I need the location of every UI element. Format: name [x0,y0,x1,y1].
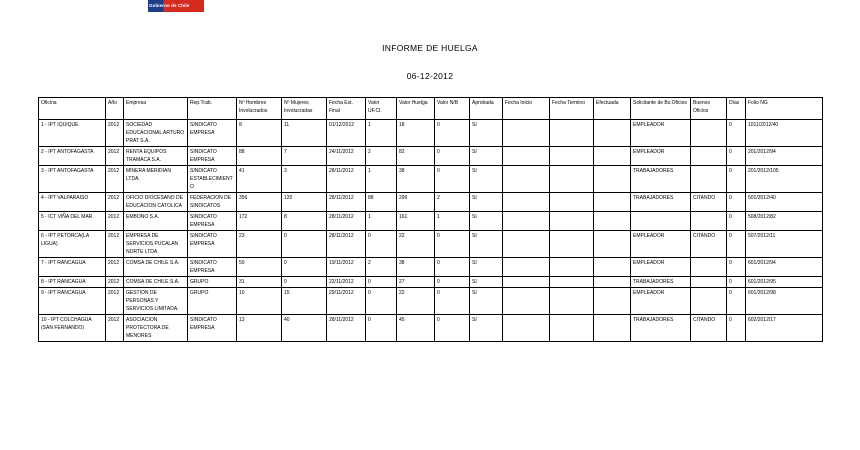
table-cell: 28/11/2012 [327,193,366,212]
table-cell: TRABAJADORES [631,193,691,212]
table-cell: 9 - IPT RANCAGUA [39,288,106,315]
table-cell [550,147,594,166]
table-cell [594,212,631,231]
table-cell: 24/11/2012 [327,147,366,166]
table-cell: 1 [435,212,470,231]
table-row [39,231,823,258]
table-cell [503,288,550,315]
table-cell: TRABAJADORES [631,315,691,342]
table-cell: 22 [397,288,435,315]
table-cell: 27 [397,277,435,288]
table-cell: 0 [366,315,397,342]
table-cell: SINDICATO EMPRESA [188,315,237,342]
table-cell: SINDICATO EMPRESA [188,120,237,147]
table-cell: 0 [282,277,327,288]
table-cell: 2012 [106,258,124,277]
column-header: Fecha Inicio [503,98,550,120]
table-cell: 1 - IPT IQUIQUE [39,120,106,147]
table-cell [550,277,594,288]
table-cell: 0 [435,231,470,258]
table-cell: 28/11/2012 [327,315,366,342]
table-cell [594,231,631,258]
table-cell: 19/11/2012 [327,258,366,277]
table-cell [550,258,594,277]
table-cell: 508/2012/82 [746,212,823,231]
table-cell: 6 - IPT PETORCA(LA LIGUA) [39,231,106,258]
table-cell: EMPLEADOR [631,231,691,258]
table-cell: 0 [366,231,397,258]
table-cell: 1011/2012/40 [746,120,823,147]
table-cell [594,193,631,212]
table-cell [503,277,550,288]
table-cell: 120 [282,193,327,212]
column-header: Solicitante de Bs.Oficios [631,98,691,120]
table-cell: 8 - IPT RANCAGUA [39,277,106,288]
table-cell: 41 [237,166,282,193]
table-cell [550,231,594,258]
table-cell: 3 - IPT ANTOFAGASTA [39,166,106,193]
table-cell [594,147,631,166]
table-cell: 7 - IPT RANCAGUA [39,258,106,277]
table-cell: SI [470,166,503,193]
table-cell: 50 [237,258,282,277]
table-cell: 2012 [106,277,124,288]
table-cell: EMPLEADOR [631,147,691,166]
table-cell: SI [470,120,503,147]
table-cell [550,212,594,231]
table-cell: 0 [366,277,397,288]
table-cell: SI [470,277,503,288]
table-cell: 0 [282,231,327,258]
table-cell: 5 - ICT VIÑA DEL MAR [39,212,106,231]
table-cell: TRABAJADORES [631,277,691,288]
table-cell [691,277,727,288]
table-cell: EMPLEADOR [631,288,691,315]
table-cell: EMPRESA DE SERVICIOS PUCALAN NORTE LTDA. [124,231,188,258]
table-cell: 172 [237,212,282,231]
table-cell: COMSA DE CHILE S.A. [124,258,188,277]
column-header: Folio NG [746,98,823,120]
table-cell: 2 - IPT ANTOFAGASTA [39,147,106,166]
table-cell: 10 [237,288,282,315]
table-cell: 3 [282,166,327,193]
table-cell: 29/11/2012 [327,288,366,315]
table-cell [503,166,550,193]
table-cell: EMPLEADOR [631,120,691,147]
table-cell: 22/11/2012 [327,277,366,288]
table-cell: 2012 [106,288,124,315]
table-cell: 0 [727,277,746,288]
table-cell: 601/2012/95 [746,277,823,288]
column-header: Efectuada [594,98,631,120]
table-cell: MINERA MERIDIAN LTDA. [124,166,188,193]
table-cell: 0 [435,258,470,277]
table-cell: CITANDO [691,231,727,258]
table-cell: 0 [727,120,746,147]
table-cell: 0 [435,120,470,147]
table-cell: 0 [435,315,470,342]
table-cell: SI [470,147,503,166]
column-header: Nº Hombres Involucrados [237,98,282,120]
table-cell: EMBONO S.A. [124,212,188,231]
table-cell [594,315,631,342]
table-cell: SINDICATO EMPRESA [188,147,237,166]
table-cell: 601/2012/98 [746,288,823,315]
table-cell [503,258,550,277]
table-cell: SI [470,231,503,258]
table-cell: 2012 [106,166,124,193]
table-cell [594,120,631,147]
table-cell: 31 [237,277,282,288]
table-cell: SI [470,193,503,212]
table-cell: 0 [366,288,397,315]
table-cell [503,212,550,231]
table-cell [550,120,594,147]
table-row [39,212,823,231]
table-cell: 0 [435,288,470,315]
table-cell: COMSA DE CHILE S.A. [124,277,188,288]
column-header: Aprobada [470,98,503,120]
table-cell: TRABAJADORES [631,166,691,193]
column-header: Valor UF.Cl. [366,98,397,120]
table-cell: 28/11/2012 [327,166,366,193]
table-row [39,258,823,277]
table-cell: FEDERACION DE SINDICATOS [188,193,237,212]
table-cell [594,166,631,193]
table-cell: SOCIEDAD EDUCACIONAL ARTURO PRAT S.A. [124,120,188,147]
table-cell [503,231,550,258]
table-row [39,120,823,147]
table-cell [550,315,594,342]
table-cell [691,258,727,277]
table-cell: 2 [435,193,470,212]
table-cell: 201/2012/105 [746,166,823,193]
table-cell: SINDICATO EMPRESA [188,231,237,258]
table-cell: 299 [397,193,435,212]
table-cell: 38 [397,166,435,193]
table-cell: 13 [237,315,282,342]
table-cell: ASOCIACION PROTECTORA DE MENORES [124,315,188,342]
government-logo-text: Gobierno de Chile [149,3,190,8]
column-header: Oficina [39,98,106,120]
table-cell [550,193,594,212]
table-row [39,166,823,193]
table-cell: 0 [727,288,746,315]
table-cell: 201/2012/94 [746,147,823,166]
table-cell: 507/2012/11 [746,231,823,258]
report-date: 06-12-2012 [406,71,454,81]
table-cell: SINDICATO ESTABLECIMIENTO [188,166,237,193]
column-header: Año [106,98,124,120]
table-cell: 0 [727,193,746,212]
table-cell: 15 [282,288,327,315]
table-cell [550,288,594,315]
table-cell [594,258,631,277]
table-cell: GRUPO [188,288,237,315]
table-cell: 8 [237,120,282,147]
table-cell: 0 [435,166,470,193]
table-cell: 1 [366,120,397,147]
table-cell: 0 [282,258,327,277]
table-cell: 0 [727,166,746,193]
table-cell: 1 [366,166,397,193]
table-cell [631,212,691,231]
column-header: Valor N/B [435,98,470,120]
table-cell: 602/2012/17 [746,315,823,342]
table-cell [503,147,550,166]
table-cell [691,166,727,193]
table-cell: SI [470,258,503,277]
table-cell: 28/11/2012 [327,212,366,231]
table-cell [691,147,727,166]
table-cell: 0 [727,147,746,166]
table-cell: 1 [366,212,397,231]
table-row [39,277,823,288]
table-cell [691,120,727,147]
table-row [39,147,823,166]
table-cell [691,212,727,231]
report-title: INFORME DE HUELGA [382,43,478,53]
table-cell: 161 [397,212,435,231]
column-header: Fecha Est. Final [327,98,366,120]
table-cell: 0 [727,231,746,258]
table-cell: 356 [237,193,282,212]
column-header: Nº Mujeres Involucradas [282,98,327,120]
table-cell: 0 [435,277,470,288]
table-cell [503,193,550,212]
table-cell: 8 [282,212,327,231]
table-cell: 2012 [106,315,124,342]
table-cell: 11 [282,120,327,147]
table-cell: 601/2012/94 [746,258,823,277]
strike-report-table [38,97,823,342]
table-cell: 2012 [106,147,124,166]
table-cell: SI [470,315,503,342]
table-cell: 0 [727,258,746,277]
table-cell: 40 [282,315,327,342]
table-cell: SINDICATO EMPRESA [188,212,237,231]
column-header: Buenos Oficios [691,98,727,120]
table-cell [594,277,631,288]
table-cell [691,288,727,315]
table-cell: EMPLEADOR [631,258,691,277]
table-cell: 23 [237,231,282,258]
table-cell: GRUPO [188,277,237,288]
table-cell: 01/12/2012 [327,120,366,147]
table-row [39,288,823,315]
table-row [39,315,823,342]
table-cell: 2012 [106,120,124,147]
table-cell: 2012 [106,231,124,258]
table-cell: 2012 [106,212,124,231]
table-row [39,193,823,212]
table-cell: 45 [397,315,435,342]
table-cell: 2 [366,147,397,166]
column-header: Días [727,98,746,120]
table-body [39,120,823,342]
table-cell: SI [470,212,503,231]
table-cell: SI [470,288,503,315]
table-cell [594,288,631,315]
column-header: Empresa [124,98,188,120]
table-cell: 38 [397,258,435,277]
table-cell: 2 [366,258,397,277]
table-cell: 22 [397,231,435,258]
table-cell: SINDICATO EMPRESA [188,258,237,277]
table-cell [503,315,550,342]
table-cell: 0 [727,315,746,342]
table-cell: 82 [397,147,435,166]
column-header: Rep.Trab. [188,98,237,120]
table-cell: 88 [237,147,282,166]
table-cell: CITANDO [691,315,727,342]
table-cell: 28/11/2012 [327,231,366,258]
table-cell: 0 [727,212,746,231]
table-cell: CITANDO [691,193,727,212]
table-cell: 2012 [106,193,124,212]
table-cell: OFICIO DIOCESANO DE EDUCACION CATOLICA [124,193,188,212]
column-header: Fecha Termino [550,98,594,120]
table-cell: RENTA EQUIPOS TRAMACA S.A. [124,147,188,166]
column-header: Valor Huelga [397,98,435,120]
table-cell [503,120,550,147]
table-cell [550,166,594,193]
table-cell: GESTION DE PERSONAS Y SERVICIOS LIMITADA. [124,288,188,315]
table-cell: 0 [435,147,470,166]
table-cell: 10 - IPT COLCHAGUA (SAN FERNANDO) [39,315,106,342]
table-header-row [39,98,823,120]
table-cell: 501/2012/40 [746,193,823,212]
table-cell: 4 - IPT VALPARAISO [39,193,106,212]
table-cell: 7 [282,147,327,166]
table-cell: 88 [366,193,397,212]
table-cell: 18 [397,120,435,147]
